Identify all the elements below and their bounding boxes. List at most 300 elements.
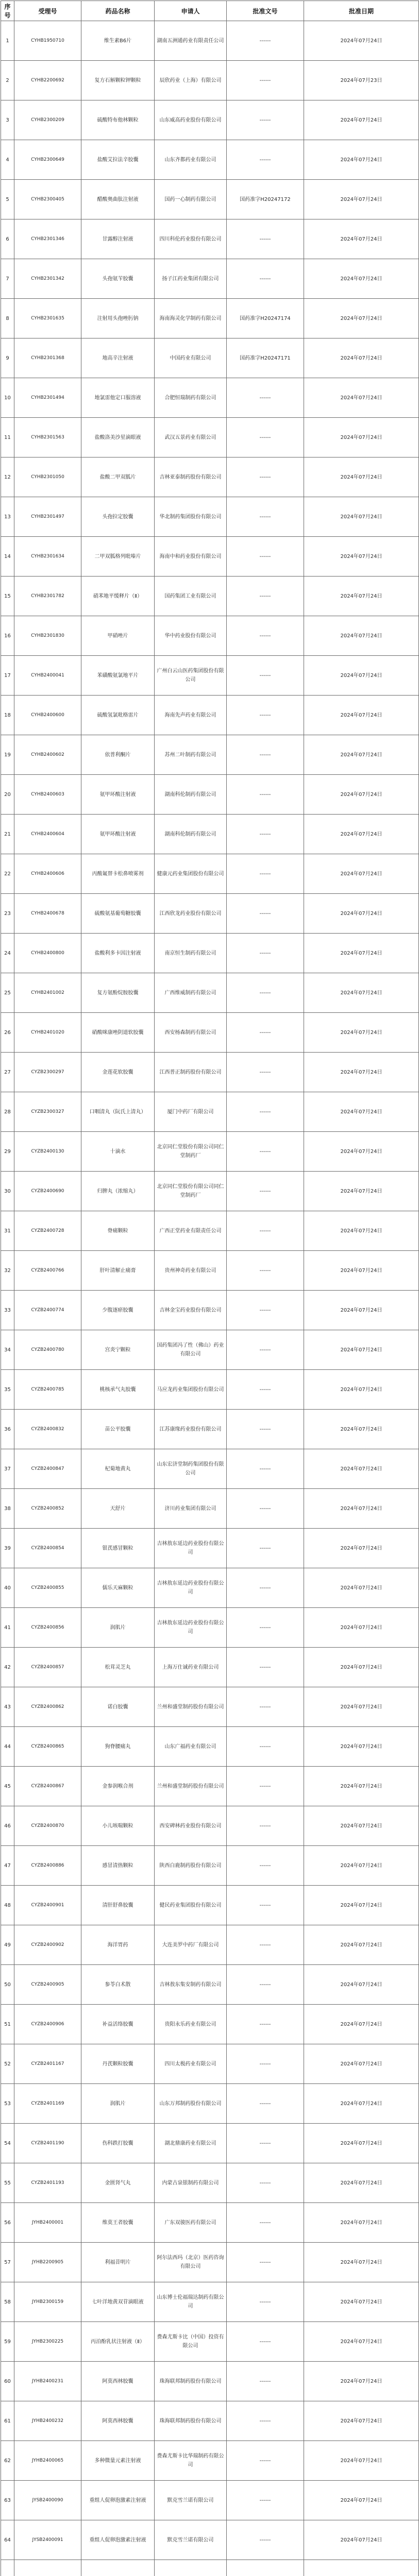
table-row — [1, 2520, 419, 2560]
cell-approval-date: 2024年07月24日 — [304, 696, 419, 735]
cell-applicant: 南京恒生制药有限公司 — [155, 934, 227, 973]
cell-approval-no: ------ — [227, 1608, 304, 1648]
cell-drug-name: 丹芪颗粒胶囊 — [81, 2044, 155, 2084]
cell-approval-no: ------ — [227, 1965, 304, 2005]
cell-acceptance-no: JYHB2400232 — [14, 2401, 81, 2441]
cell-approval-no: ------ — [227, 656, 304, 696]
cell-approval-date: 2024年07月24日 — [304, 973, 419, 1013]
cell-index: 44 — [1, 1727, 14, 1767]
cell-acceptance-no: CYZB2400780 — [14, 1330, 81, 1370]
table-row — [1, 2560, 419, 2576]
cell-approval-no: ------ — [227, 696, 304, 735]
cell-index: 21 — [1, 815, 14, 854]
cell-acceptance-no: CYHB2400800 — [14, 934, 81, 973]
cell-approval-date: 2024年07月24日 — [304, 815, 419, 854]
cell-approval-date: 2024年07月24日 — [304, 2481, 419, 2520]
cell-approval-no: ------ — [227, 1092, 304, 1132]
cell-drug-name: 重组人促卵泡激素注射液 — [81, 2520, 155, 2560]
cell-index: 5 — [1, 180, 14, 219]
cell-drug-name: 诺白胶囊 — [81, 1687, 155, 1727]
cell-drug-name: 复方石斛颗粒钾颗粒 — [81, 61, 155, 100]
cell-drug-name: 参苓白术散 — [81, 1965, 155, 2005]
cell-index: 13 — [1, 497, 14, 537]
cell-applicant: 广西正堂药业有限责任公司 — [155, 1211, 227, 1251]
table-row — [1, 2362, 419, 2401]
cell-acceptance-no: CYHB2301635 — [14, 299, 81, 338]
cell-index: 51 — [1, 2005, 14, 2044]
cell-index: 15 — [1, 577, 14, 616]
cell-acceptance-no: JYHB2400231 — [14, 2362, 81, 2401]
cell-drug-name: 硫酸氢氯吡格雷片 — [81, 696, 155, 735]
cell-index: 12 — [1, 457, 14, 497]
cell-applicant: 厦门中药厂有限公司 — [155, 1092, 227, 1132]
cell-approval-date: 2024年07月24日 — [304, 1172, 419, 1211]
table-row — [1, 656, 419, 696]
cell-index: 38 — [1, 1489, 14, 1529]
cell-acceptance-no: CYZB2400901 — [14, 1886, 81, 1925]
cell-acceptance-no: CYZB2400690 — [14, 1172, 81, 1211]
cell-approval-date: 2024年07月24日 — [304, 2044, 419, 2084]
cell-acceptance-no: CYHB2301342 — [14, 259, 81, 299]
table-row — [1, 1092, 419, 1132]
table-row — [1, 775, 419, 815]
cell-acceptance-no: CYHB1950710 — [14, 21, 81, 61]
cell-index: 33 — [1, 1291, 14, 1330]
cell-applicant: 西安碑林药业股份有限公司 — [155, 1806, 227, 1846]
cell-applicant: 湖南科伦制药有限公司 — [155, 775, 227, 815]
cell-drug-name: 头孢氨苄胶囊 — [81, 259, 155, 299]
cell-approval-no: ------ — [227, 219, 304, 259]
table-row — [1, 894, 419, 934]
cell-approval-date: 2024年07月24日 — [304, 1648, 419, 1687]
table-row — [1, 696, 419, 735]
cell-index: 64 — [1, 2520, 14, 2560]
cell-approval-no: ------ — [227, 2441, 304, 2481]
cell-approval-no: ------ — [227, 1291, 304, 1330]
cell-drug-name: 阿莫西林胶囊 — [81, 2401, 155, 2441]
cell-drug-name: 盐酸艾拉法辛胶囊 — [81, 140, 155, 180]
cell-approval-no: ------ — [227, 1330, 304, 1370]
cell-approval-no: ------ — [227, 1370, 304, 1410]
cell-approval-date: 2024年07月24日 — [304, 1449, 419, 1489]
table-row — [1, 1925, 419, 1965]
cell-applicant: 华中药业股份有限公司 — [155, 616, 227, 656]
cell-approval-no: ------ — [227, 735, 304, 775]
cell-acceptance-no: CYZB2400902 — [14, 1925, 81, 1965]
header-row — [1, 1, 419, 21]
cell-acceptance-no: CYZB2400856 — [14, 1608, 81, 1648]
table-row — [1, 1608, 419, 1648]
cell-index: 46 — [1, 1806, 14, 1846]
cell-approval-no: ------ — [227, 2401, 304, 2441]
header-approval-no: 批准文号 — [227, 1, 304, 21]
cell-approval-no: ------ — [227, 2044, 304, 2084]
table-row — [1, 1529, 419, 1568]
cell-drug-name: 狗脊腰痛丸 — [81, 1727, 155, 1767]
table-row — [1, 1846, 419, 1886]
cell-applicant: 阿尔法西玛（北京）医药咨询有限公司 — [155, 2243, 227, 2282]
table-row — [1, 2044, 419, 2084]
cell-index: 54 — [1, 2124, 14, 2163]
cell-approval-date: 2024年07月24日 — [304, 497, 419, 537]
cell-approval-no: ------ — [227, 854, 304, 894]
cell-approval-date: 2024年07月24日 — [304, 854, 419, 894]
cell-drug-name: 重组人促卵泡激素注射液 — [81, 2481, 155, 2520]
cell-drug-name — [81, 2560, 155, 2576]
cell-approval-no: ------ — [227, 775, 304, 815]
cell-approval-date: 2024年07月24日 — [304, 378, 419, 418]
cell-approval-date: 2024年07月24日 — [304, 2084, 419, 2124]
cell-approval-no: ------ — [227, 418, 304, 457]
cell-approval-no: ------ — [227, 2481, 304, 2520]
cell-approval-date: 2024年07月24日 — [304, 537, 419, 577]
cell-acceptance-no: CYHB2200692 — [14, 61, 81, 100]
cell-approval-date: 2024年07月24日 — [304, 299, 419, 338]
cell-drug-name: 盐酸二甲双胍片 — [81, 457, 155, 497]
header-applicant: 申请人 — [155, 1, 227, 21]
cell-index: 29 — [1, 1132, 14, 1172]
cell-drug-name: 伤科跌打胶囊 — [81, 2124, 155, 2163]
cell-approval-date: 2024年07月24日 — [304, 457, 419, 497]
cell-index: 36 — [1, 1410, 14, 1449]
cell-acceptance-no: CYHB2301368 — [14, 338, 81, 378]
cell-applicant: 国药集团冯了性（佛山）药业有限公司 — [155, 1330, 227, 1370]
cell-acceptance-no: JYHB2400001 — [14, 2203, 81, 2243]
cell-drug-name: 复方氨酚烷胺胶囊 — [81, 973, 155, 1013]
cell-approval-date: 2024年07月24日 — [304, 1529, 419, 1568]
table-row — [1, 378, 419, 418]
cell-approval-no: 国药准字H20247174 — [227, 299, 304, 338]
cell-index: 7 — [1, 259, 14, 299]
cell-approval-date: 2024年07月24日 — [304, 1291, 419, 1330]
cell-index: 19 — [1, 735, 14, 775]
cell-applicant: 国药一心制药有限公司 — [155, 180, 227, 219]
cell-approval-no: ------ — [227, 1449, 304, 1489]
cell-applicant: 珠海联邦制药股份有限公司 — [155, 2401, 227, 2441]
cell-acceptance-no: CYZB2400870 — [14, 1806, 81, 1846]
cell-approval-date: 2024年07月24日 — [304, 1767, 419, 1806]
table-row — [1, 1172, 419, 1211]
cell-approval-no: ------ — [227, 1013, 304, 1053]
cell-drug-name: 儒乐天麻颗粒 — [81, 1568, 155, 1608]
table-row — [1, 1013, 419, 1053]
cell-drug-name: 多种微量元素注射液 — [81, 2441, 155, 2481]
cell-index: 14 — [1, 537, 14, 577]
cell-applicant: 费森尤斯卡比（中国）投资有限公司 — [155, 2322, 227, 2362]
cell-drug-name: 醋酸奥曲肽注射液 — [81, 180, 155, 219]
cell-approval-no: ------ — [227, 2520, 304, 2560]
cell-applicant: 扬子江药业集团有限公司 — [155, 259, 227, 299]
cell-drug-name: 小儿咳喘颗粒 — [81, 1806, 155, 1846]
cell-index: 52 — [1, 2044, 14, 2084]
table-row — [1, 1132, 419, 1172]
cell-approval-date: 2024年07月24日 — [304, 934, 419, 973]
table-row — [1, 1251, 419, 1291]
table-row — [1, 1489, 419, 1529]
cell-approval-no: ------ — [227, 1767, 304, 1806]
cell-index: 53 — [1, 2084, 14, 2124]
cell-applicant: 北京同仁堂股份有限公司同仁堂制药厂 — [155, 1132, 227, 1172]
cell-acceptance-no: JYHB2300225 — [14, 2322, 81, 2362]
cell-approval-date: 2024年07月24日 — [304, 259, 419, 299]
cell-drug-name: 润肌片 — [81, 2084, 155, 2124]
table-row — [1, 2163, 419, 2203]
cell-acceptance-no: CYHB2400041 — [14, 656, 81, 696]
cell-drug-name: 清肝舒鼻胶囊 — [81, 1886, 155, 1925]
cell-applicant: 吉林敖东延边药业股份有限公司 — [155, 1568, 227, 1608]
cell-applicant — [155, 2560, 227, 2576]
cell-drug-name: 盐酸利多卡因注射液 — [81, 934, 155, 973]
cell-drug-name: 七叶洋地黄双苷滴眼液 — [81, 2282, 155, 2322]
cell-applicant: 苏州二叶制药有限公司 — [155, 735, 227, 775]
cell-applicant: 辰欣药业（上海）有限公司 — [155, 61, 227, 100]
cell-acceptance-no: CYHB2301494 — [14, 378, 81, 418]
cell-drug-name: 苯磺酸氨氯地平片 — [81, 656, 155, 696]
cell-approval-date: 2024年07月24日 — [304, 2362, 419, 2401]
cell-acceptance-no: CYZB2400852 — [14, 1489, 81, 1529]
table-row — [1, 1211, 419, 1251]
cell-acceptance-no: CYZB2401169 — [14, 2084, 81, 2124]
cell-approval-date: 2024年07月24日 — [304, 2520, 419, 2560]
cell-approval-date: 2024年07月24日 — [304, 1806, 419, 1846]
cell-index: 45 — [1, 1767, 14, 1806]
table-row — [1, 61, 419, 100]
cell-approval-no: ------ — [227, 1132, 304, 1172]
cell-index: 4 — [1, 140, 14, 180]
cell-index: 32 — [1, 1251, 14, 1291]
cell-applicant: 吉林敖东延边药业股份有限公司 — [155, 1608, 227, 1648]
cell-index: 28 — [1, 1092, 14, 1132]
cell-approval-date: 2024年07月24日 — [304, 1053, 419, 1092]
cell-applicant: 上海万仕诚药业有限公司 — [155, 1648, 227, 1687]
header-approval-date: 批准日期 — [304, 1, 419, 21]
table-row — [1, 1767, 419, 1806]
cell-acceptance-no: CYZB2400855 — [14, 1568, 81, 1608]
cell-approval-no: ------ — [227, 2084, 304, 2124]
cell-acceptance-no: CYZB2400867 — [14, 1767, 81, 1806]
table-row — [1, 735, 419, 775]
cell-acceptance-no: CYHB2301782 — [14, 577, 81, 616]
table-row — [1, 934, 419, 973]
table-row — [1, 537, 419, 577]
table-row — [1, 338, 419, 378]
cell-index: 30 — [1, 1172, 14, 1211]
cell-applicant: 兰州和盛堂制药股份有限公司 — [155, 1687, 227, 1727]
cell-applicant: 四川科伦药业股份有限公司 — [155, 219, 227, 259]
cell-index: 18 — [1, 696, 14, 735]
cell-approval-no: ------ — [227, 1251, 304, 1291]
cell-applicant: 湖南科伦制药有限公司 — [155, 815, 227, 854]
cell-approval-date: 2024年07月24日 — [304, 1370, 419, 1410]
cell-acceptance-no: CYHB2301634 — [14, 537, 81, 577]
cell-acceptance-no: CYHB2300649 — [14, 140, 81, 180]
cell-drug-name: 金匮肾气丸 — [81, 2163, 155, 2203]
cell-drug-name: 金莲花软胶囊 — [81, 1053, 155, 1092]
cell-applicant: 陕西白鹿制药股份有限公司 — [155, 1846, 227, 1886]
cell-approval-no: ------ — [227, 577, 304, 616]
cell-drug-name: 口咽清丸（阮氏上清丸） — [81, 1092, 155, 1132]
table-row — [1, 1806, 419, 1846]
cell-applicant: 默克雪兰诺有限公司 — [155, 2520, 227, 2560]
table-row — [1, 1727, 419, 1767]
cell-approval-date: 2024年07月24日 — [304, 418, 419, 457]
table-row — [1, 616, 419, 656]
cell-approval-date: 2024年07月24日 — [304, 2282, 419, 2322]
cell-approval-no: ------ — [227, 2163, 304, 2203]
cell-applicant: 吉林敖东集安制药有限公司 — [155, 1965, 227, 2005]
cell-index: 8 — [1, 299, 14, 338]
table-row — [1, 2124, 419, 2163]
cell-applicant: 山东宏济堂制药集团股份有限公司 — [155, 1449, 227, 1489]
cell-applicant: 山东广福药业有限公司 — [155, 1727, 227, 1767]
table-row — [1, 1449, 419, 1489]
cell-approval-no: ------ — [227, 1648, 304, 1687]
cell-index — [1, 2560, 14, 2576]
cell-approval-no: ------ — [227, 2203, 304, 2243]
cell-approval-no: ------ — [227, 2322, 304, 2362]
cell-approval-date: 2024年07月24日 — [304, 2005, 419, 2044]
table-row — [1, 2441, 419, 2481]
cell-drug-name: 松茸灵芝丸 — [81, 1648, 155, 1687]
cell-index: 1 — [1, 21, 14, 61]
cell-approval-no: ------ — [227, 973, 304, 1013]
cell-applicant: 湖南五洲通药业有限责任公司 — [155, 21, 227, 61]
cell-drug-name: 维莫王者胶囊 — [81, 2203, 155, 2243]
cell-approval-date: 2024年07月24日 — [304, 1886, 419, 1925]
cell-index: 2 — [1, 61, 14, 100]
cell-index: 41 — [1, 1608, 14, 1648]
cell-applicant: 贵阳永乐药业有限公司 — [155, 2005, 227, 2044]
cell-applicant: 华北制药集团股份有限公司 — [155, 497, 227, 537]
cell-acceptance-no: CYZB2400847 — [14, 1449, 81, 1489]
cell-acceptance-no: CYHB2300405 — [14, 180, 81, 219]
cell-approval-date: 2024年07月24日 — [304, 1330, 419, 1370]
cell-index: 48 — [1, 1886, 14, 1925]
table-row — [1, 1648, 419, 1687]
cell-approval-no: ------ — [227, 497, 304, 537]
cell-applicant: 山东齐都药业有限公司 — [155, 140, 227, 180]
cell-index: 17 — [1, 656, 14, 696]
cell-applicant: 健康元药业集团股份有限公司 — [155, 854, 227, 894]
cell-applicant: 江西普正制药股份有限公司 — [155, 1053, 227, 1092]
table-row — [1, 219, 419, 259]
cell-acceptance-no: CYZB2300297 — [14, 1053, 81, 1092]
table-row — [1, 2282, 419, 2322]
cell-approval-no: 国药准字H20247172 — [227, 180, 304, 219]
cell-index: 20 — [1, 775, 14, 815]
cell-approval-date: 2024年07月24日 — [304, 2401, 419, 2441]
cell-drug-name: 盐酸洛美沙星滴眼液 — [81, 418, 155, 457]
cell-drug-name: 补益活络胶囊 — [81, 2005, 155, 2044]
table-row — [1, 1053, 419, 1092]
cell-acceptance-no: CYZB2400785 — [14, 1370, 81, 1410]
cell-index: 31 — [1, 1211, 14, 1251]
cell-acceptance-no: CYZB2400862 — [14, 1687, 81, 1727]
cell-index: 11 — [1, 418, 14, 457]
cell-applicant: 健民药业集团股份有限公司 — [155, 1886, 227, 1925]
cell-drug-name: 注射用头孢唑肟钠 — [81, 299, 155, 338]
cell-applicant: 吉林敖东延边药业股份有限公司 — [155, 1529, 227, 1568]
cell-approval-date: 2024年07月24日 — [304, 1568, 419, 1608]
table-row — [1, 180, 419, 219]
cell-acceptance-no: CYHB2301346 — [14, 219, 81, 259]
cell-drug-name: 丙泊酚乳状注射液（Ⅱ） — [81, 2322, 155, 2362]
cell-drug-name: 利福昔明片 — [81, 2243, 155, 2282]
cell-drug-name: 地高辛注射液 — [81, 338, 155, 378]
cell-approval-date: 2024年07月24日 — [304, 2124, 419, 2163]
cell-approval-date: 2024年07月24日 — [304, 2203, 419, 2243]
cell-applicant: 珠海联邦制药股份有限公司 — [155, 2362, 227, 2401]
cell-applicant: 四川太极药业有限公司 — [155, 2044, 227, 2084]
cell-approval-no: ------ — [227, 894, 304, 934]
cell-acceptance-no: CYHB2301563 — [14, 418, 81, 457]
cell-approval-date: 2024年07月24日 — [304, 2322, 419, 2362]
cell-acceptance-no: CYHB2301050 — [14, 457, 81, 497]
cell-drug-name: 硝苯地平缓释片（Ⅱ） — [81, 577, 155, 616]
cell-approval-date: 2024年07月24日 — [304, 2243, 419, 2282]
cell-approval-date: 2024年07月24日 — [304, 1092, 419, 1132]
cell-index: 27 — [1, 1053, 14, 1092]
cell-approval-date: 2024年07月24日 — [304, 775, 419, 815]
cell-approval-date: 2024年07月24日 — [304, 577, 419, 616]
cell-approval-date: 2024年07月24日 — [304, 894, 419, 934]
cell-acceptance-no: CYZB2400774 — [14, 1291, 81, 1330]
cell-acceptance-no: JYHB2300159 — [14, 2282, 81, 2322]
cell-acceptance-no: JYSB2400091 — [14, 2520, 81, 2560]
cell-acceptance-no: CYZB2400886 — [14, 1846, 81, 1886]
cell-approval-no: ------ — [227, 934, 304, 973]
cell-drug-name: 维生素B6片 — [81, 21, 155, 61]
cell-approval-no: ------ — [227, 1529, 304, 1568]
cell-drug-name: 苗公平胶囊 — [81, 1410, 155, 1449]
cell-approval-no: ------ — [227, 140, 304, 180]
cell-approval-date: 2024年07月24日 — [304, 1727, 419, 1767]
approval-table — [1, 1, 419, 2576]
cell-approval-no: ------ — [227, 1172, 304, 1211]
cell-acceptance-no: CYHB2400606 — [14, 854, 81, 894]
cell-approval-date: 2024年07月24日 — [304, 1013, 419, 1053]
cell-applicant: 山东威高药业股份有限公司 — [155, 100, 227, 140]
cell-drug-name: 甘露醇注射液 — [81, 219, 155, 259]
cell-drug-name: 阿莫西林胶囊 — [81, 2362, 155, 2401]
cell-applicant: 合肥恒瑞制药有限公司 — [155, 378, 227, 418]
cell-acceptance-no: CYZB2400832 — [14, 1410, 81, 1449]
cell-acceptance-no: CYHB2400603 — [14, 775, 81, 815]
cell-acceptance-no: CYHB2400604 — [14, 815, 81, 854]
cell-applicant: 广东双骏医药有限公司 — [155, 2203, 227, 2243]
cell-drug-name: 依普利酮片 — [81, 735, 155, 775]
cell-applicant: 内蒙古泉银制药有限公司 — [155, 2163, 227, 2203]
cell-drug-name: 十滴水 — [81, 1132, 155, 1172]
cell-acceptance-no: CYHB2301830 — [14, 616, 81, 656]
cell-approval-no: ------ — [227, 1886, 304, 1925]
table-row — [1, 1330, 419, 1370]
cell-approval-date: 2024年07月24日 — [304, 1489, 419, 1529]
cell-drug-name: 二甲双胍格列吡嗪片 — [81, 537, 155, 577]
cell-acceptance-no: CYHB2401002 — [14, 973, 81, 1013]
cell-drug-name: 硝酸咪康唑阴道软胶囊 — [81, 1013, 155, 1053]
cell-applicant: 海南海灵化学制药有限公司 — [155, 299, 227, 338]
cell-approval-no: ------ — [227, 2005, 304, 2044]
table-row — [1, 457, 419, 497]
cell-approval-date: 2024年07月24日 — [304, 140, 419, 180]
cell-index: 42 — [1, 1648, 14, 1687]
cell-index: 56 — [1, 2203, 14, 2243]
cell-approval-date: 2024年07月24日 — [304, 1251, 419, 1291]
cell-approval-no — [227, 2560, 304, 2576]
table-row — [1, 2243, 419, 2282]
cell-index: 40 — [1, 1568, 14, 1608]
